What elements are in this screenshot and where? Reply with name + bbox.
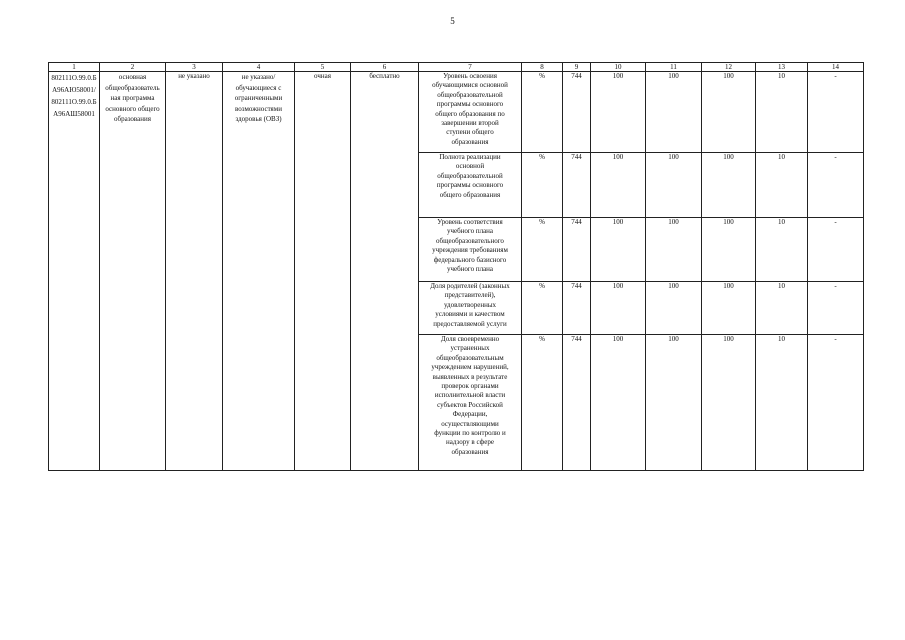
indicator-name-line: образования — [451, 447, 489, 456]
reason-cell: - — [808, 218, 864, 282]
reason-cell: - — [808, 153, 864, 218]
value-cell: 100 — [591, 218, 646, 282]
indicator-name-line: Доля своевременно — [440, 335, 500, 343]
category-line: возможностями — [235, 104, 282, 113]
indicator-name-line: представителей), — [444, 291, 496, 300]
value-cell: 100 — [646, 153, 702, 218]
program-cell — [100, 72, 166, 471]
value-cell: 100 — [646, 218, 702, 282]
indicator-name-line: основной — [455, 162, 485, 171]
column-number: 1 — [49, 63, 100, 72]
column-number: 11 — [646, 63, 702, 72]
column-number: 8 — [522, 63, 563, 72]
column-number: 7 — [419, 63, 522, 72]
value-cell: 100 — [702, 72, 756, 153]
reason-cell: - — [808, 72, 864, 153]
indicator-name-line: образования — [451, 137, 489, 146]
indicator-name-line: Федерации, — [452, 410, 488, 419]
registry-code-line: 802111О.99.0.Б — [51, 74, 97, 82]
program-line: образования — [114, 115, 151, 123]
value-cell: 100 — [702, 335, 756, 471]
payment-cell: бесплатно — [351, 72, 419, 471]
indicator-name-line: предоставляемой услуги — [433, 319, 507, 328]
indicator-name-line: общеобразовательной — [437, 171, 503, 180]
unit-cell: % — [522, 153, 563, 218]
service-indicators-table — [48, 62, 864, 471]
column-number: 14 — [808, 63, 864, 72]
indicator-name-line: учебного плана — [446, 227, 494, 236]
okei-cell: 744 — [563, 218, 591, 282]
value-cell: 100 — [591, 282, 646, 335]
program-line: основная — [118, 73, 147, 81]
category-line: не указано/ — [241, 73, 276, 81]
column-number: 9 — [563, 63, 591, 72]
indicator-name-line: общего образования по — [435, 109, 505, 118]
value-cell: 100 — [646, 72, 702, 153]
indicator-name-cell — [419, 282, 522, 335]
value-cell: 100 — [591, 153, 646, 218]
indicator-name-line: общеобразовательной — [437, 90, 503, 99]
column3-cell: не указано — [166, 72, 223, 471]
indicator-name-line: ступени общего — [446, 128, 494, 137]
deviation-cell: 10 — [756, 335, 808, 471]
category-cell — [223, 72, 295, 471]
registry-code-cell — [49, 72, 100, 471]
table-row — [49, 72, 864, 153]
column-number: 13 — [756, 63, 808, 72]
indicator-name-line: проверок органами — [441, 382, 499, 391]
page-number: 5 — [450, 16, 455, 26]
okei-cell: 744 — [563, 72, 591, 153]
registry-code-line: 802111О.99.0.Б — [51, 98, 97, 106]
unit-cell: % — [522, 335, 563, 471]
indicator-name-line: субъектов Российской — [437, 400, 503, 409]
registry-code-line: А96АШ58001 — [53, 110, 95, 118]
registry-code-line: А96АЮ58001/ — [52, 86, 96, 94]
value-cell: 100 — [646, 335, 702, 471]
indicator-name-line: общеобразовательным — [436, 353, 504, 362]
indicator-name-line: учреждением нарушений, — [431, 363, 509, 372]
category-line: здоровья (ОВЗ) — [235, 115, 282, 123]
column-number: 4 — [223, 63, 295, 72]
column-number-row — [49, 63, 864, 72]
unit-cell: % — [522, 72, 563, 153]
unit-cell: % — [522, 218, 563, 282]
okei-cell: 744 — [563, 335, 591, 471]
indicator-name-line: устраненных — [450, 344, 490, 353]
indicator-name-line: учебного плана — [446, 265, 494, 274]
indicator-name-line: выявленных в результате — [432, 372, 508, 381]
indicator-name-line: Доля родителей (законных — [430, 282, 510, 290]
value-cell: 100 — [702, 153, 756, 218]
column-number: 5 — [295, 63, 351, 72]
okei-cell: 744 — [563, 153, 591, 218]
unit-cell: % — [522, 282, 563, 335]
indicator-name-line: надзору в сфере — [446, 438, 494, 447]
category-line: ограниченными — [234, 94, 283, 102]
indicator-name-line: исполнительной власти — [434, 391, 506, 400]
program-line: ная программа — [110, 94, 155, 102]
column-number: 3 — [166, 63, 223, 72]
deviation-cell: 10 — [756, 153, 808, 218]
indicator-name-line: обучающимися основной — [432, 81, 508, 90]
category-line: обучающиеся с — [235, 83, 282, 92]
column-number: 6 — [351, 63, 419, 72]
indicator-name-line: удовлетворенных — [443, 300, 497, 309]
indicator-name-line: учреждения требованиям — [432, 246, 508, 255]
indicator-name-cell — [419, 218, 522, 282]
indicator-name-line: условиями и качеством — [435, 310, 505, 319]
column-number: 10 — [591, 63, 646, 72]
indicator-name-line: Уровень освоения — [443, 72, 497, 80]
value-cell: 100 — [702, 218, 756, 282]
indicator-name-line: программы основного — [436, 100, 504, 109]
indicator-name-cell — [419, 335, 522, 471]
program-line: общеобразователь — [105, 83, 160, 92]
reason-cell: - — [808, 282, 864, 335]
deviation-cell: 10 — [756, 72, 808, 153]
deviation-cell: 10 — [756, 282, 808, 335]
value-cell: 100 — [591, 72, 646, 153]
indicator-name-line: функции по контролю и — [434, 429, 506, 438]
program-line: основного общего — [105, 104, 160, 113]
indicator-name-line: общего образования — [439, 190, 501, 199]
value-cell: 100 — [646, 282, 702, 335]
indicator-name-line: программы основного — [436, 181, 504, 190]
indicator-name-line: завершении второй — [441, 119, 499, 128]
form-cell: очная — [295, 72, 351, 471]
value-cell: 100 — [591, 335, 646, 471]
value-cell: 100 — [702, 282, 756, 335]
indicator-name-line: Полнота реализации — [439, 153, 501, 161]
column-number: 12 — [702, 63, 756, 72]
deviation-cell: 10 — [756, 218, 808, 282]
reason-cell: - — [808, 335, 864, 471]
indicator-name-line: федерального базисного — [433, 255, 507, 264]
okei-cell: 744 — [563, 282, 591, 335]
column-number: 2 — [100, 63, 166, 72]
indicator-name-cell — [419, 72, 522, 153]
indicator-name-line: общеобразовательного — [436, 236, 504, 245]
indicator-name-cell — [419, 153, 522, 218]
indicator-name-line: осуществляющими — [441, 419, 499, 428]
indicator-name-line: Уровень соответствия — [437, 218, 503, 226]
